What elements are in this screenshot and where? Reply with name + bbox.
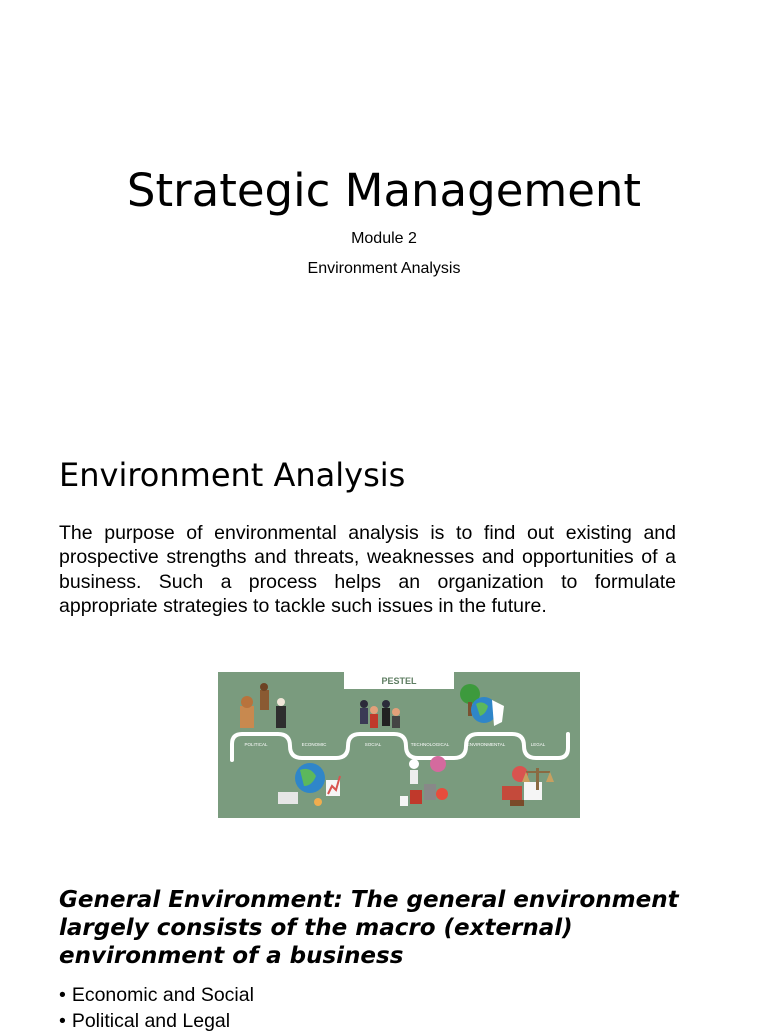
slide-title: Strategic Management — [126, 164, 642, 217]
globe-tree-icon — [460, 684, 504, 726]
slide-subtitle-topic: Environment Analysis — [307, 260, 461, 277]
pestel-label-technological: TECHNOLOGICAL — [410, 742, 450, 747]
general-environment-heading: General Environment: The general environment largely consists of the macro (external) environment of a business — [59, 887, 679, 969]
pestel-road — [232, 734, 568, 760]
chess-pieces-icon — [240, 683, 286, 728]
pestel-banner-label: PESTEL — [381, 676, 417, 686]
legal-scales-icon — [502, 766, 554, 806]
people-group-icon — [360, 700, 400, 728]
pestel-label-economic: ECONOMIC — [301, 742, 327, 747]
pestel-label-legal: LEGAL — [530, 742, 546, 747]
slide-subtitle-module: Module 2 — [351, 230, 417, 247]
tech-robot-icon — [400, 756, 448, 806]
bullet-item-political-legal: • Political and Legal — [59, 1008, 254, 1034]
economy-globe-icon — [278, 763, 340, 806]
pestel-illustration — [218, 672, 580, 818]
pestel-label-social: SOCIAL — [364, 742, 382, 747]
pestel-label-political: POLITICAL — [244, 742, 268, 747]
section-body: The purpose of environmental analysis is to find out existing and prospective strengths and threats, weaknesses and opportunities of a business. Such a process helps an organization to formulate appropriate strategies to tackle such issues in the future. — [59, 522, 676, 617]
bullet-list — [59, 982, 254, 1034]
pestel-label-environmental: ENVIRONMENTAL — [466, 742, 506, 747]
section-heading: Environment Analysis — [59, 456, 406, 494]
bullet-item-economic-social: • Economic and Social — [59, 982, 254, 1008]
